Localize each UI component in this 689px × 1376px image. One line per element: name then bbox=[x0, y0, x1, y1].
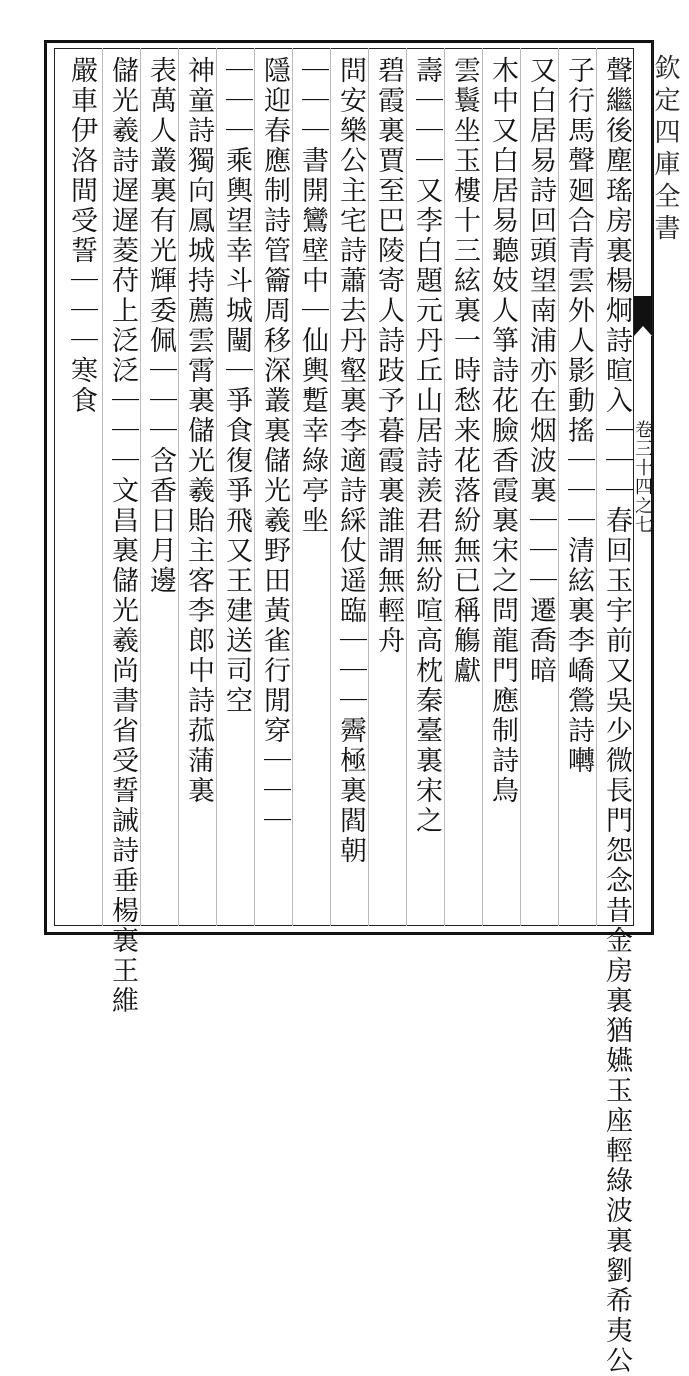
book-title: 欽定四庫全書 bbox=[650, 54, 680, 246]
text-column-3: 又白居易詩回頭望南浦亦在烟波裏｜｜｜遷喬暗 bbox=[525, 56, 556, 686]
text-column-15: 嚴車伊洛間受誓｜｜｜寒食 bbox=[66, 56, 97, 416]
text-column-6: 壽｜｜｜又李白題元丹丘山居詩羨君無紛喧高枕秦臺裏宋之 bbox=[411, 56, 442, 836]
text-column-13: 表萬人叢裏有光輝委佩｜｜｜含香日月邊 bbox=[145, 56, 176, 596]
text-column-2: 子行馬聲廻合青雲外人影動搖｜｜｜清絃裏李嶠鶯詩囀 bbox=[563, 56, 594, 776]
text-column-7: 碧霞裏賈至巴陵寄人詩跂予暮霞裏誰謂無輕舟 bbox=[373, 56, 404, 656]
text-column-4: 木中又白居易聽妓人箏詩花臉香霞裏宋之問龍門應制詩鳥 bbox=[487, 56, 518, 806]
text-column-8: 問安樂公主宅詩蕭去丹壑裏李適詩綵仗遥臨｜｜｜霽極裏閻朝 bbox=[335, 56, 366, 866]
text-column-5: 雲鬟坐玉樓十三絃裏一時愁来花落紛無已稱觴獻 bbox=[449, 56, 480, 686]
text-column-9: ｜｜｜書開鸞壁中｜仙輿蹔幸綠亭㘴 bbox=[297, 56, 328, 536]
text-column-11: ｜｜｜乘輿望幸斗城闉｜爭食復爭飛又王建送司空 bbox=[221, 56, 252, 716]
fish-tail-notch bbox=[634, 326, 652, 336]
text-column-1: 聲繼後塵瑤房裏楊炯詩暄入｜｜｜春回玉宇前又吳少微長門怨念昔金房裏猶嬿玉座輕綠波裏劉希夷公 bbox=[601, 56, 632, 1376]
text-column-12: 神童詩獨向鳳城持薦雲霄裏儲光羲貽主客李郎中詩菰蒲裏 bbox=[183, 56, 214, 806]
text-column-10: 隱迎春應制詩管籥周移深叢裏儲光羲野田黃雀行閒穿｜｜｜ bbox=[259, 56, 290, 836]
juan-label: 卷三十四之七 bbox=[632, 420, 653, 534]
text-column-14: 儲光羲詩遅遅菱苻上泛泛｜｜｜文昌裏儲光羲尚書省受誓誡詩垂楊裏王維 bbox=[107, 56, 138, 1016]
